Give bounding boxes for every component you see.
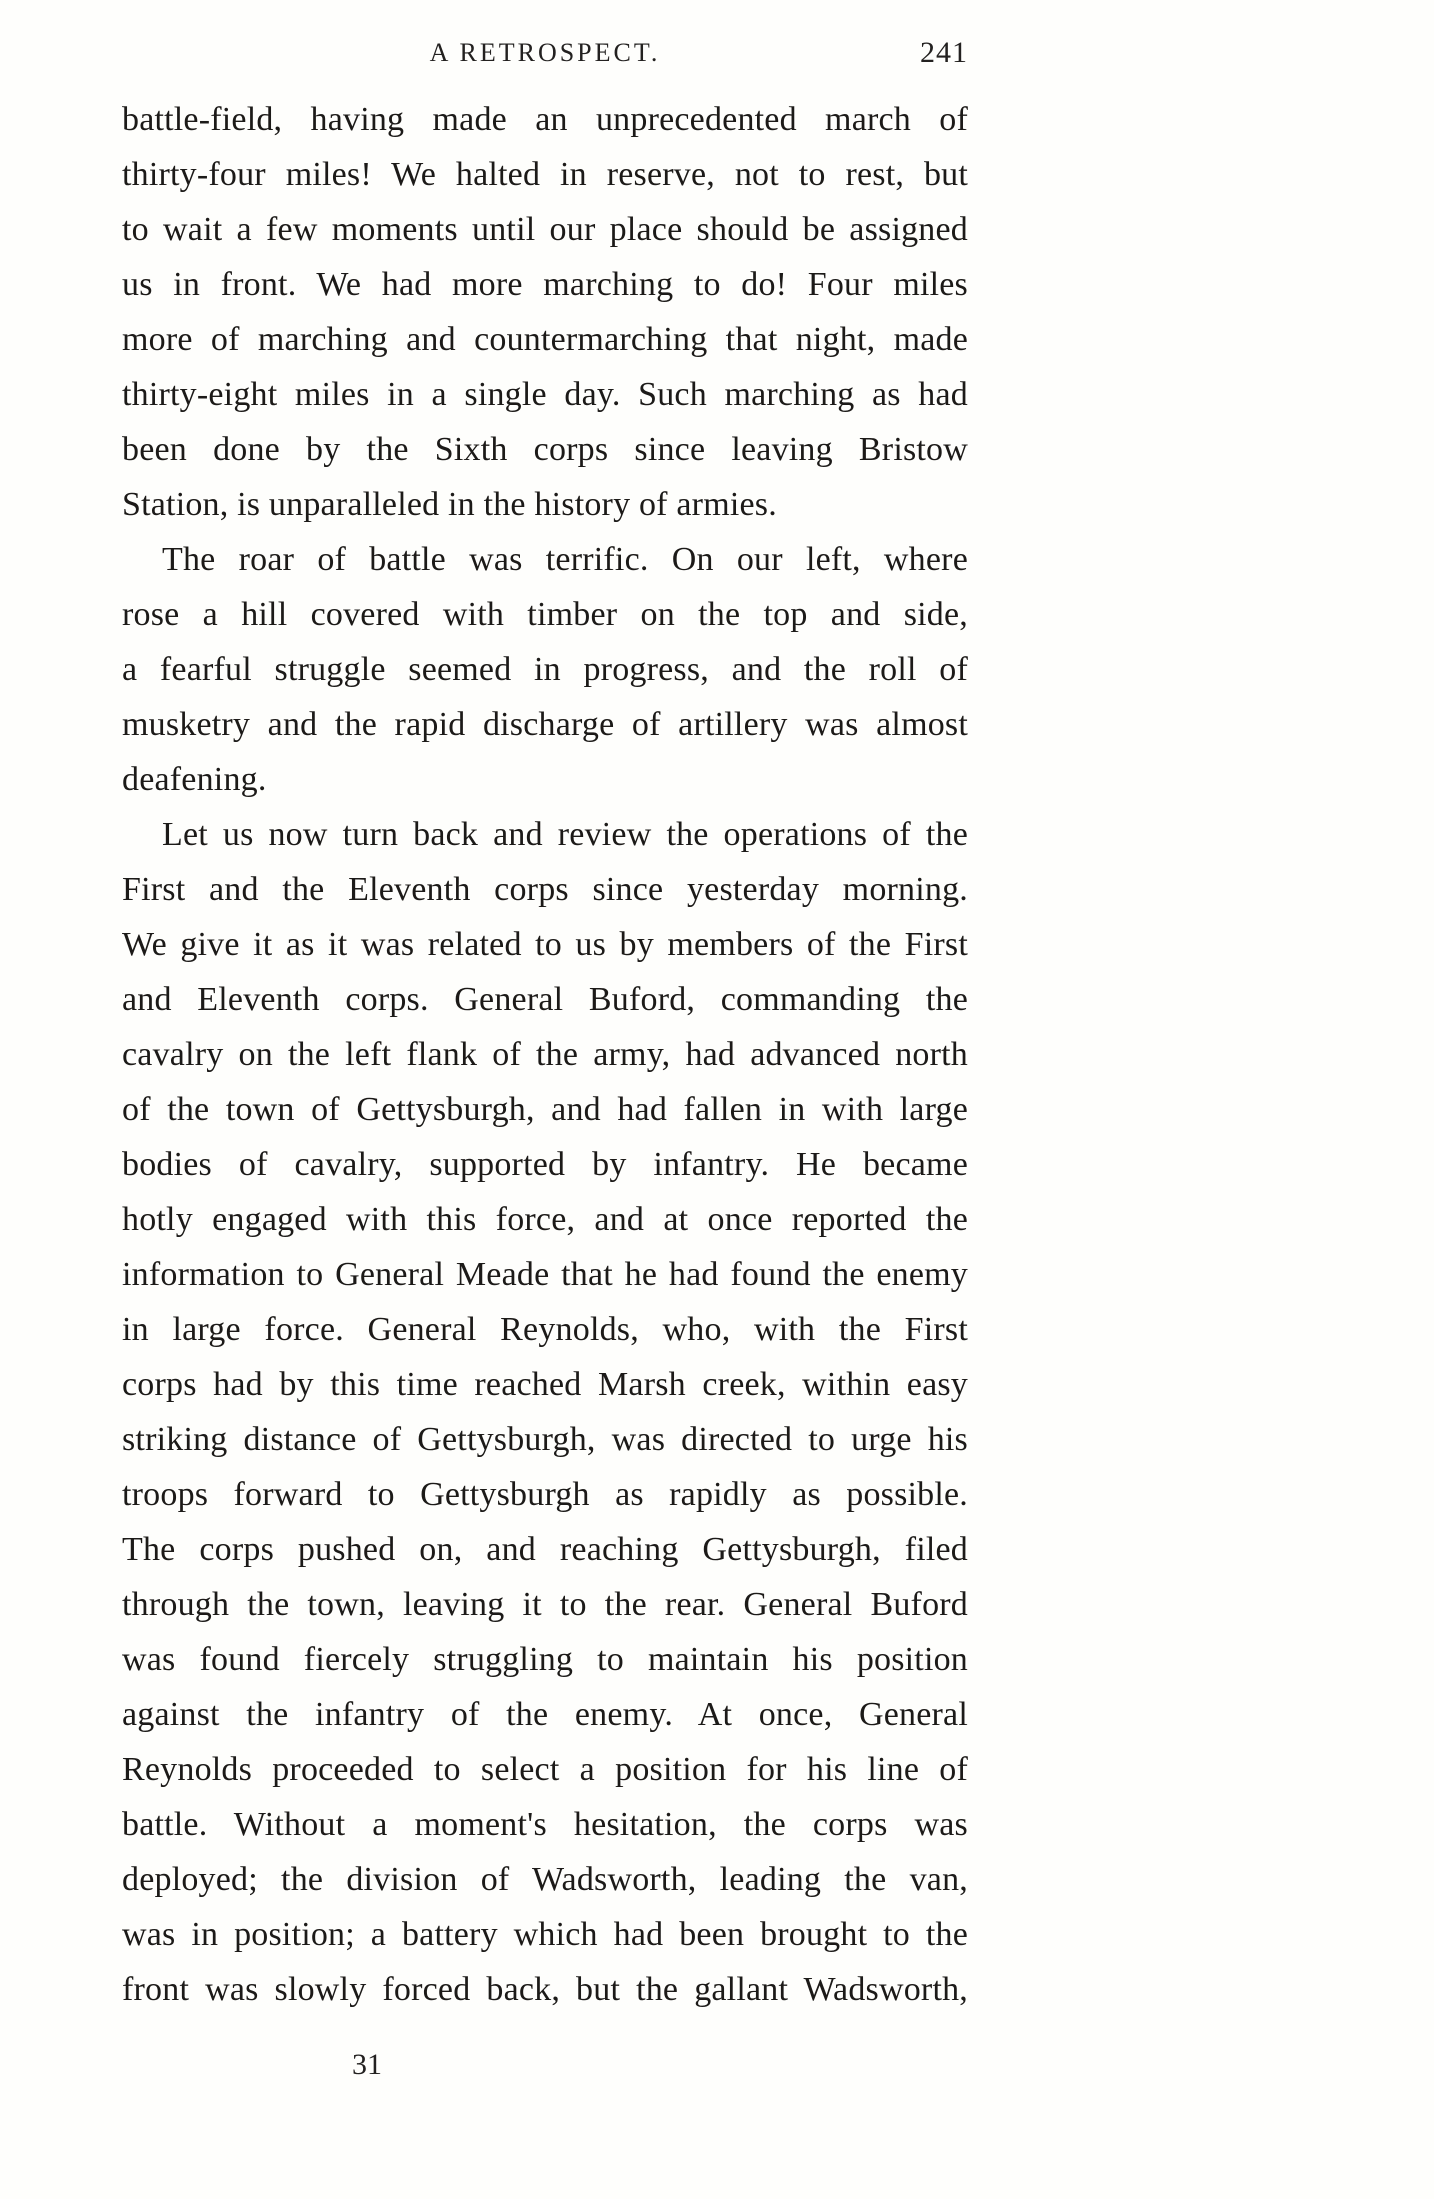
signature-number: 31 [352, 2048, 382, 2081]
text-line: thirty-four miles! We halted in reserve, not to rest, but [122, 156, 968, 193]
text-line: corps had by this time reached Marsh creek, within easy [122, 1366, 968, 1403]
paragraph [122, 92, 968, 532]
text-line: of the town of Gettysburgh, and had fallen in with large [122, 1091, 968, 1128]
paragraph [122, 532, 968, 807]
text-line: more of marching and countermarching that night, made [122, 321, 968, 358]
text-line: a fearful struggle seemed in progress, and the roll of [122, 651, 968, 688]
text-line: us in front. We had more marching to do! Four miles [122, 266, 968, 303]
text-line: in large force. General Reynolds, who, with the First [122, 1311, 968, 1348]
text-line: rose a hill covered with timber on the top and side, [122, 596, 968, 633]
text-line: striking distance of Gettysburgh, was directed to urge his [122, 1421, 968, 1458]
text-line: against the infantry of the enemy. At once, General [122, 1696, 968, 1733]
text-line: deafening. [122, 761, 267, 798]
text-line: was found fiercely struggling to maintain his position [122, 1641, 968, 1678]
text-line: Reynolds proceeded to select a position for his line of [122, 1751, 968, 1788]
text-line: First and the Eleventh corps since yesterday morning. [122, 871, 968, 908]
text-line: cavalry on the left flank of the army, had advanced north [122, 1036, 968, 1073]
paragraph [122, 807, 968, 2017]
page-number: 241 [920, 36, 968, 69]
text-line: to wait a few moments until our place should be assigned [122, 211, 968, 248]
text-line: bodies of cavalry, supported by infantry. He became [122, 1146, 968, 1183]
text-line: been done by the Sixth corps since leaving Bristow [122, 431, 968, 468]
text-line: front was slowly forced back, but the gallant Wadsworth, [122, 1971, 968, 2008]
text-line: The roar of battle was terrific. On our left, where [162, 541, 968, 578]
text-line: was in position; a battery which had been brought to the [122, 1916, 968, 1953]
text-line: Let us now turn back and review the operations of the [162, 816, 968, 853]
text-line: We give it as it was related to us by members of the First [122, 926, 968, 963]
text-line: Station, is unparalleled in the history of armies. [122, 486, 777, 523]
header-title: A RETROSPECT. [429, 38, 661, 67]
text-body [122, 92, 968, 2017]
text-line: hotly engaged with this force, and at once reported the [122, 1201, 968, 1238]
running-header [122, 38, 968, 78]
text-line: information to General Meade that he had found the enemy [122, 1256, 968, 1293]
text-line: musketry and the rapid discharge of artillery was almost [122, 706, 968, 743]
text-line: battle-field, having made an unprecedented march of [122, 101, 968, 138]
text-line: troops forward to Gettysburgh as rapidly as possible. [122, 1476, 968, 1513]
text-line: through the town, leaving it to the rear. General Buford [122, 1586, 968, 1623]
text-line: deployed; the division of Wadsworth, leading the van, [122, 1861, 968, 1898]
text-line: battle. Without a moment's hesitation, the corps was [122, 1806, 968, 1843]
text-line: thirty-eight miles in a single day. Such marching as had [122, 376, 968, 413]
page-footer [122, 2048, 968, 2093]
text-line: The corps pushed on, and reaching Gettysburgh, filed [122, 1531, 968, 1568]
text-line: and Eleventh corps. General Buford, commanding the [122, 981, 968, 1018]
